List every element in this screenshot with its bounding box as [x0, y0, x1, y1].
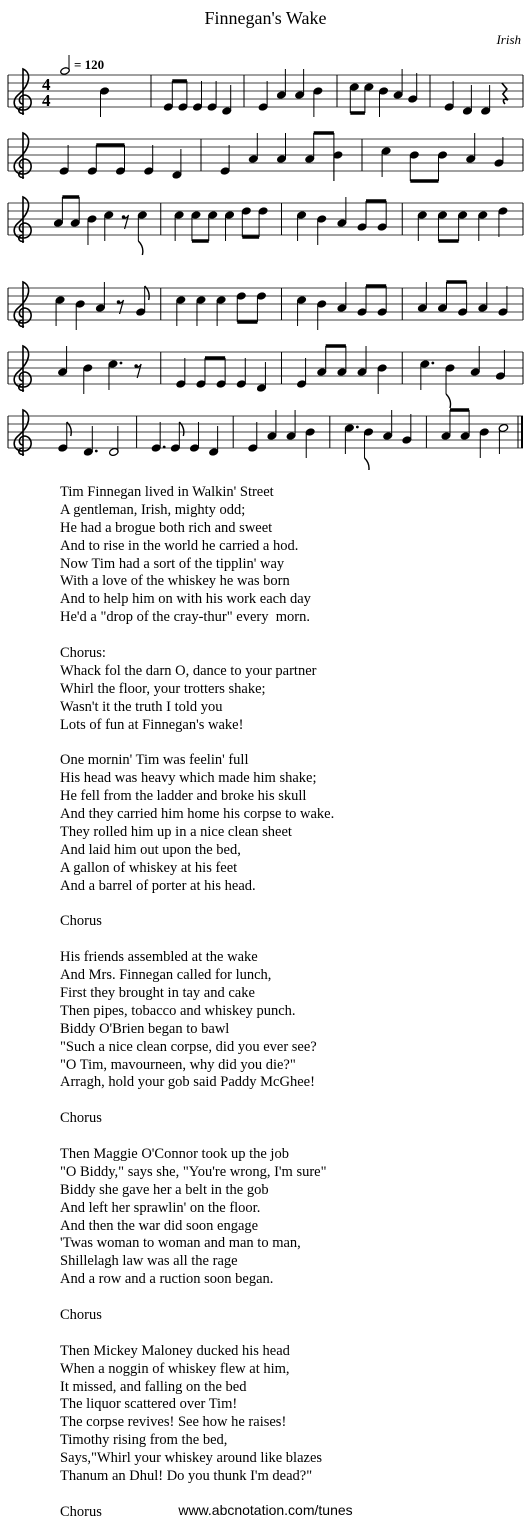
treble-clef-icon	[14, 197, 31, 243]
lyric-line: He had a brogue both rich and sweet	[60, 519, 273, 536]
lyric-line: Biddy she gave her a belt in the gob	[60, 1181, 269, 1198]
lyric-line: Arragh, hold your gob said Paddy McGhee!	[60, 1074, 315, 1091]
staff-system	[8, 410, 523, 470]
lyric-line: A gentleman, Irish, mighty odd;	[60, 501, 246, 518]
lyric-line: Chorus	[60, 1306, 102, 1323]
lyric-line: "Such a nice clean corpse, did you ever see?	[60, 1038, 317, 1055]
lyric-line: Chorus	[60, 913, 102, 930]
lyric-line: Whack fol the darn O, dance to your partner	[60, 662, 317, 679]
lyric-line: A gallon of whiskey at his feet	[60, 859, 238, 876]
lyric-line: Timothy rising from the bed,	[60, 1432, 228, 1449]
abcnotation-link[interactable]: www.abcnotation.com/tunes	[178, 1502, 353, 1518]
footer	[0, 1502, 531, 1518]
stanza-gap	[60, 1092, 334, 1110]
flag	[446, 394, 451, 408]
lyric-line: And then the war did soon engage	[60, 1217, 259, 1234]
staff-system	[8, 133, 523, 181]
lyric-line: Lots of fun at Finnegan's wake!	[60, 716, 244, 733]
lyric-line: Then Maggie O'Connor took up the job	[60, 1145, 289, 1162]
staff-system	[8, 346, 523, 408]
lyric-line: His head was heavy which made him shake;	[60, 770, 317, 787]
staff-system	[8, 69, 523, 117]
lyric-line: Wasn't it the truth I told you	[60, 698, 223, 715]
lyric-line: Then pipes, tobacco and whiskey punch.	[60, 1002, 296, 1019]
lyric-line: "O Tim, mavourneen, why did you die?"	[60, 1056, 296, 1073]
treble-clef-icon	[14, 282, 31, 328]
dot	[356, 426, 359, 429]
stanza-gap	[60, 1289, 334, 1307]
lyric-line: 'Twas woman to woman and man to man,	[60, 1235, 301, 1252]
lyric-line: And Mrs. Finnegan called for lunch,	[60, 967, 272, 984]
dot	[95, 450, 98, 453]
lyric-line: Says,"Whirl your whiskey around like blazes	[60, 1450, 323, 1467]
tune-origin: Irish	[496, 32, 521, 47]
stanza-gap	[60, 1325, 334, 1343]
flag	[138, 241, 143, 255]
lyric-line: The liquor scattered over Tim!	[60, 1396, 238, 1413]
lyric-line: And to rise in the world he carried a hod.	[60, 537, 299, 554]
lyric-line: Biddy O'Brien began to bawl	[60, 1020, 230, 1037]
dot	[431, 362, 434, 365]
lyric-line: Chorus	[60, 1503, 102, 1520]
tempo-value: = 120	[74, 57, 105, 72]
tune-title: Finnegan's Wake	[204, 8, 327, 28]
lyric-line: Tim Finnegan lived in Walkin' Street	[60, 484, 274, 500]
lyric-line: Shillelagh law was all the rage	[60, 1253, 238, 1270]
lyric-line: They rolled him up in a nice clean sheet	[60, 823, 292, 840]
lyric-line: Then Mickey Maloney ducked his head	[60, 1342, 290, 1359]
treble-clef-icon	[14, 133, 31, 179]
lyric-line: When a noggin of whiskey flew at him,	[60, 1360, 290, 1377]
lyric-line: Chorus:	[60, 645, 106, 662]
treble-clef-icon	[14, 410, 31, 456]
lyric-line: "O Biddy," says she, "You're wrong, I'm sure"	[60, 1163, 327, 1180]
stanza-gap	[60, 931, 334, 949]
dot	[163, 446, 166, 449]
lyric-line: Whirl the floor, your trotters shake;	[60, 680, 266, 697]
lyric-line: He'd a "drop of the cray-thur" every morn.	[60, 609, 310, 626]
quarter-rest	[502, 83, 508, 104]
lyric-line: He fell from the ladder and broke his skull	[60, 788, 307, 805]
treble-clef-icon	[14, 69, 31, 115]
lyric-line: With a love of the whiskey he was born	[60, 573, 290, 590]
flag	[365, 458, 370, 470]
stanza-gap	[60, 627, 334, 645]
dot	[120, 362, 123, 365]
lyric-line: It missed, and falling on the bed	[60, 1378, 247, 1395]
sheet-music-score	[0, 0, 531, 470]
lyric-line: And a row and a ruction soon began.	[60, 1271, 274, 1288]
staff-system	[8, 282, 523, 330]
stanza-gap	[60, 1128, 334, 1146]
lyric-line: And a barrel of porter at his head.	[60, 877, 256, 894]
treble-clef-icon	[14, 346, 31, 392]
stanza-gap	[60, 895, 334, 913]
lyric-line: And left her sprawlin' on the floor.	[60, 1199, 261, 1216]
time-signature-bottom: 4	[42, 91, 51, 110]
lyric-line: Chorus	[60, 1110, 102, 1127]
lyric-line: And to help him on with his work each day	[60, 591, 311, 608]
lyric-line: And they carried him home his corpse to wake.	[60, 806, 335, 823]
lyric-line: The corpse revives! See how he raises!	[60, 1414, 287, 1431]
stanza-gap	[60, 734, 334, 752]
lyrics-block	[60, 484, 334, 1522]
lyric-line: Thanum an Dhul! Do you thunk I'm dead?"	[60, 1467, 313, 1484]
lyric-line: Now Tim had a sort of the tipplin' way	[60, 555, 285, 572]
time-signature-top: 4	[42, 75, 51, 94]
staff-system	[8, 197, 523, 255]
lyric-line: And laid him out upon the bed,	[60, 841, 241, 858]
lyric-line: First they brought in tay and cake	[60, 984, 255, 1001]
lyric-line: One mornin' Tim was feelin' full	[60, 752, 249, 769]
lyric-line: His friends assembled at the wake	[60, 949, 258, 966]
